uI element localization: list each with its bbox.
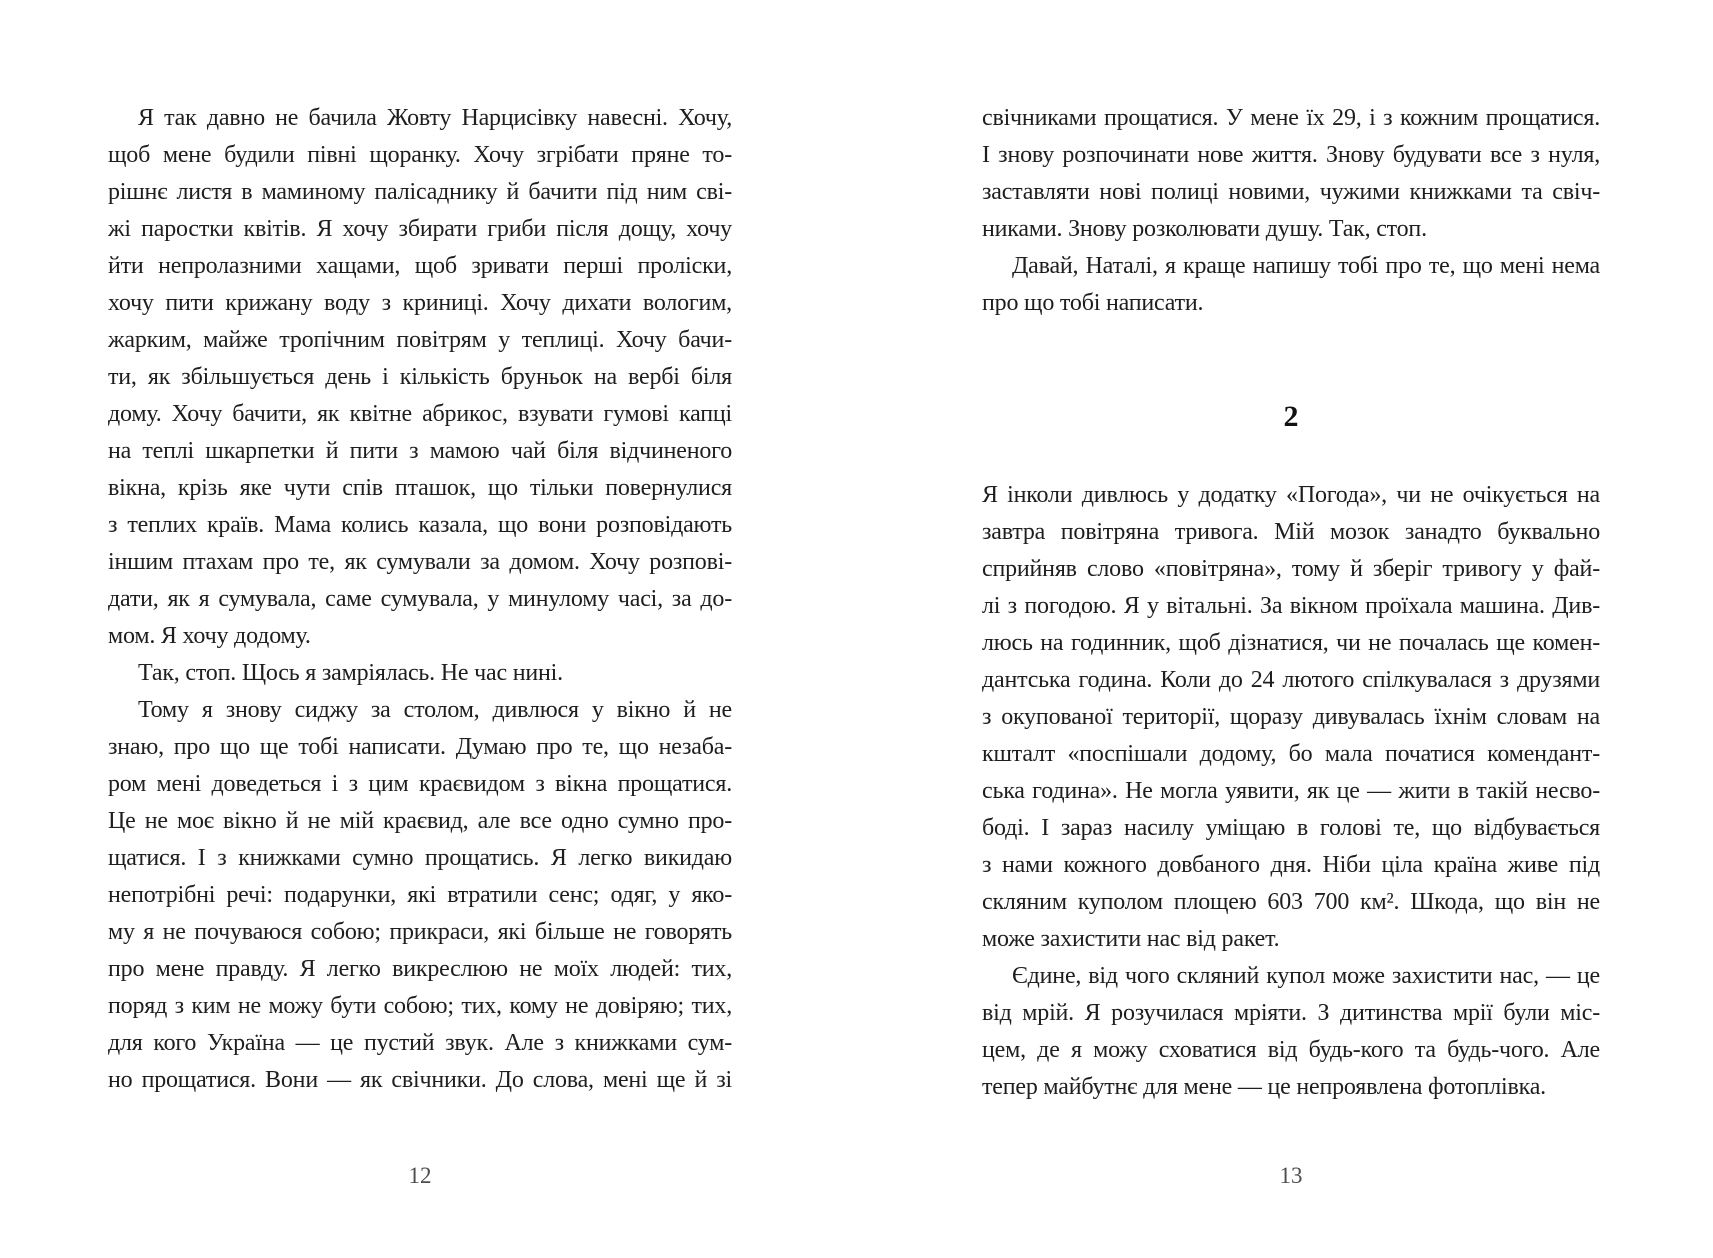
text-line: жарким, майже тропічним повітрям у теплиці. Хочу бачи- (108, 327, 732, 353)
text-line: може захистити нас від ракет. (982, 926, 1280, 952)
text-line: рішнє листя в маминому палісаднику й бачити під ним сві- (108, 179, 732, 205)
text-line: Так, стоп. Щось я замріялась. Не час нині. (138, 660, 563, 686)
text-line: завтра повітряна тривога. Мій мозок занадто буквально (982, 519, 1600, 545)
text-line: люсь на годинник, щоб дізнатися, чи не почалась ще комен- (982, 630, 1600, 656)
text-line: боді. І зараз насилу уміщаю в голові те, що відбувається (982, 815, 1600, 841)
text-line: ти, як збільшується день і кількість бруньок на вербі біля (108, 364, 732, 390)
text-line: Я інколи дивлюсь у додатку «Погода», чи не очікується на (982, 482, 1600, 508)
text-line: вікна, крізь яке чути спів пташок, що тільки повернулися (108, 475, 732, 501)
paragraph (108, 692, 732, 1099)
text-line: цем, де я можу сховатися від будь-кого та будь-чого. Але (982, 1037, 1600, 1063)
text-line: мом. Я хочу додому. (108, 623, 311, 649)
text-line: Давай, Наталі, я краще напишу тобі про те, що мені нема (1012, 253, 1600, 279)
text-line: з теплих країв. Мама колись казала, що вони розповідають (108, 512, 732, 538)
book-page-left (108, 100, 732, 1099)
text-line: про мене правду. Я легко викреслюю не моїх людей: тих, (108, 956, 732, 982)
paragraph (982, 477, 1600, 958)
text-line: з окупованої території, щоразу дивувалась їхнім словам на (982, 704, 1600, 730)
text-line: никами. Знову розколювати душу. Так, стоп. (982, 216, 1427, 242)
text-line: І знову розпочинати нове життя. Знову будувати все з нуля, (982, 142, 1600, 168)
text-line: з нами кожного довбаного дня. Ніби ціла країна живе під (982, 852, 1600, 878)
text-line: ська година». Не могла уявити, як це — жити в такій несво- (982, 778, 1600, 804)
paragraph (982, 248, 1600, 322)
text-line: іншим птахам про те, як сумували за домом. Хочу розпові- (108, 549, 732, 575)
text-line: поряд з ким не можу бути собою; тих, кому не довіряю; тих, (108, 993, 732, 1019)
text-line: но прощатися. Вони — як свічники. До слова, мені ще й зі (108, 1067, 732, 1093)
paragraph (982, 100, 1600, 248)
paragraph (108, 100, 732, 655)
text-line: Я так давно не бачила Жовту Нарцисівку навесні. Хочу, (138, 105, 732, 131)
text-line: про що тобі написати. (982, 290, 1204, 316)
text-line: Єдине, від чого скляний купол може захистити нас, — це (1012, 963, 1600, 989)
page-number-right: 13 (1279, 1163, 1303, 1188)
text-line: Тому я знову сиджу за столом, дивлюся у вікно й не (138, 697, 732, 723)
text-line: тепер майбутнє для мене — це непроявлена фотоплівка. (982, 1074, 1546, 1100)
text-line: дому. Хочу бачити, як квітне абрикос, взувати гумові капці (108, 401, 732, 427)
text-line: на теплі шкарпетки й пити з мамою чай біля відчиненого (108, 438, 732, 464)
text-line: му я не почуваюся собою; прикраси, які більше не говорять (108, 919, 732, 945)
text-line: лі з погодою. Я у вітальні. За вікном проїхала машина. Див- (982, 593, 1600, 619)
text-line: жі паростки квітів. Я хочу збирати гриби після дощу, хочу (108, 216, 732, 242)
text-line: Це не моє вікно й не мій краєвид, але все одно сумно про- (108, 808, 732, 834)
paragraph (108, 655, 732, 692)
text-line: для кого Україна — це пустий звук. Але з книжками сум- (108, 1030, 732, 1056)
book-page-right (982, 100, 1600, 1106)
text-line: від мрій. Я розучилася мріяти. З дитинства мрії були міс- (982, 1000, 1600, 1026)
text-line: дантська година. Коли до 24 лютого спілкувалася з друзями (982, 667, 1600, 693)
text-line: заставляти нові полиці новими, чужими книжками та свіч- (982, 179, 1600, 205)
section-heading: 2 (1283, 400, 1299, 433)
text-line: скляним куполом площею 603 700 км². Шкода, що він не (982, 889, 1600, 915)
text-line: щоб мене будили півні щоранку. Хочу згрібати пряне то- (108, 142, 732, 168)
text-line: йти непролазними хащами, щоб зривати перші проліски, (108, 253, 732, 279)
text-line: свічниками прощатися. У мене їх 29, і з кожним прощатися. (982, 105, 1600, 131)
text-line: кшталт «поспішали додому, бо мала початися комендант- (982, 741, 1600, 767)
text-line: хочу пити крижану воду з криниці. Хочу дихати вологим, (108, 290, 732, 316)
text-line: знаю, про що ще тобі написати. Думаю про те, що незаба- (108, 734, 732, 760)
text-line: щатися. І з книжками сумно прощатись. Я легко викидаю (108, 845, 732, 871)
text-line: дати, як я сумувала, саме сумувала, у минулому часі, за до- (108, 586, 732, 612)
page-number-left: 12 (408, 1163, 432, 1188)
text-line: непотрібні речі: подарунки, які втратили сенс; одяг, у яко- (108, 882, 732, 908)
text-line: ром мені доведеться і з цим краєвидом з вікна прощатися. (108, 771, 732, 797)
text-line: сприйняв слово «повітряна», тому й зберіг тривогу у фай- (982, 556, 1600, 582)
paragraph (982, 958, 1600, 1106)
